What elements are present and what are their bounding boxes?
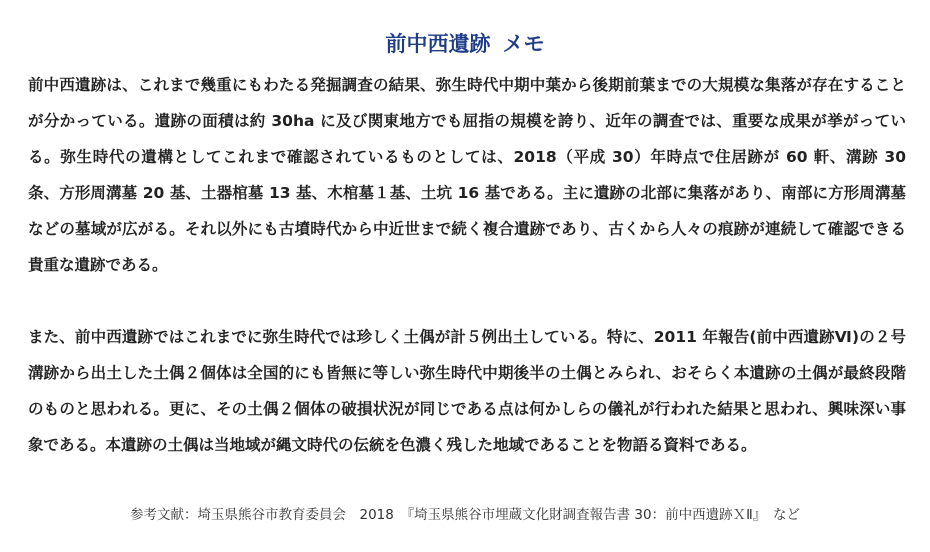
title-sub: メモ	[502, 32, 545, 56]
reference-note: 参考文献：埼玉県熊谷市教育委員会 2018 『埼玉県熊谷市埋蔵文化財調査報告書 30：前中西遺跡ＸⅡ』 など	[130, 507, 800, 523]
title-main: 前中西遺跡	[385, 32, 491, 56]
body-paragraph-1: 前中西遺跡は、これまで幾重にもわたる発掘調査の結果、弥生時代中期中葉から後期前葉までの大規模な集落が存在することが分かっている。遺跡の面積は約 30ha に及び関東地方でも屈指の規模を誇り、近年の調査では、重要な成果が挙がっている。弥生時代の遺構としてこれまで確認されているものとしては、2018（平成 30）年時点で住居跡が 60 軒、溝跡 30 条、方形周溝墓 20 基、土器棺墓 13 基、木棺墓１基、土坑 16 基である。主に遺跡の北部に集落があり、南部に方形周溝墓などの墓域が広がる。それ以外にも古墳時代から中近世まで続く複合遺跡であり、古くから人々の痕跡が連続して確認できる貴重な遺跡である。	[28, 76, 906, 274]
body-paragraph-2: また、前中西遺跡ではこれまでに弥生時代では珍しく土偶が計５例出土している。特に、2011 年報告(前中西遺跡Ⅵ)の２号溝跡から出土した土偶２個体は全国的にも皆無に等しい弥生時代中期後半の土偶とみられ、おそらく本遺跡の土偶が最終段階のものと思われる。更に、その土偶２個体の破損状況が同じである点は何かしらの儀礼が行われた結果と思われ、興味深い事象である。本遺跡の土偶は当地域が縄文時代の伝統を色濃く残した地域であることを物語る資料である。	[28, 328, 906, 454]
page-title	[0, 30, 930, 58]
